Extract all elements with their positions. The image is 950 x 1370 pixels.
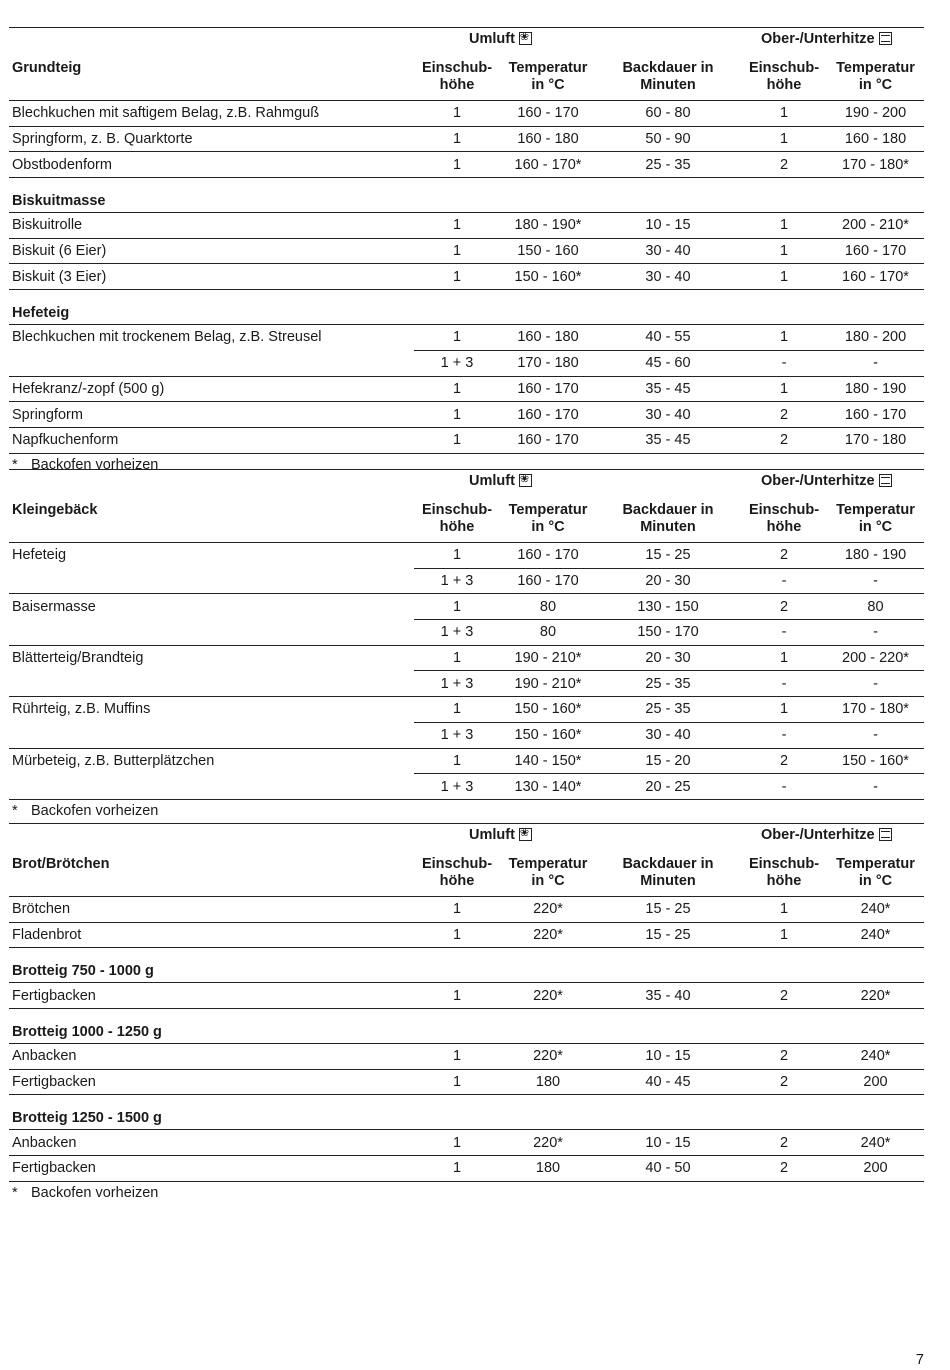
row-einschub: 1 bbox=[452, 329, 462, 346]
einschub-header-line2: höhe bbox=[439, 77, 475, 93]
row-temperatur-ou: - bbox=[873, 573, 878, 590]
row-einschub: 1 bbox=[452, 752, 462, 769]
row-temperatur: 160 - 170* bbox=[514, 156, 582, 173]
einschub-header-line1: Einschub- bbox=[421, 60, 493, 76]
row-einschub-ou: - bbox=[781, 624, 787, 641]
backdauer-header-line2: Minuten bbox=[640, 77, 696, 93]
row-name: Springform bbox=[12, 406, 83, 423]
row-backdauer: 35 - 40 bbox=[645, 987, 691, 1004]
table-row bbox=[9, 569, 924, 595]
row-temperatur-ou: 170 - 180* bbox=[842, 701, 909, 718]
einschub-header bbox=[414, 856, 500, 890]
row-temperatur-ou: - bbox=[873, 675, 878, 692]
row-backdauer: 40 - 45 bbox=[645, 1074, 691, 1091]
row-einschub-ou: 2 bbox=[779, 432, 789, 449]
row-einschub: 1 bbox=[452, 927, 462, 944]
einschub-header bbox=[414, 60, 500, 94]
row-einschub: 1 + 3 bbox=[440, 778, 474, 795]
row-name: Hefeteig bbox=[12, 547, 67, 564]
row-backdauer: 30 - 40 bbox=[645, 243, 691, 260]
temperatur-header bbox=[500, 856, 596, 890]
row-einschub: 1 bbox=[452, 1134, 462, 1151]
table-row bbox=[9, 101, 924, 127]
row-einschub-ou: 1 bbox=[779, 927, 789, 944]
row-einschub: 1 bbox=[452, 701, 462, 718]
row-name: Brötchen bbox=[12, 901, 71, 918]
row-einschub-ou: 2 bbox=[779, 1048, 789, 1065]
group-heading-label: Hefeteig bbox=[12, 305, 70, 322]
row-einschub-ou: 1 bbox=[779, 380, 789, 397]
row-name bbox=[12, 620, 412, 645]
row-einschub: 1 bbox=[452, 1160, 462, 1177]
backdauer-header-line1: Backdauer in bbox=[622, 60, 714, 76]
row-einschub: 1 + 3 bbox=[440, 727, 474, 744]
table-row bbox=[9, 897, 924, 923]
table-row bbox=[9, 671, 924, 697]
row-temperatur: 220* bbox=[533, 987, 563, 1004]
table-row bbox=[9, 402, 924, 428]
table-header-top bbox=[9, 823, 924, 846]
group-heading bbox=[9, 1009, 924, 1044]
table-row bbox=[9, 774, 924, 800]
einschub-header-ou-line2: höhe bbox=[766, 519, 802, 535]
row-einschub-ou: 2 bbox=[779, 406, 789, 423]
fan-icon bbox=[519, 32, 532, 45]
umluft-label: Umluft bbox=[469, 31, 515, 47]
row-backdauer: 150 - 170 bbox=[637, 624, 699, 641]
row-einschub: 1 bbox=[452, 1048, 462, 1065]
row-name: Springform, z. B. Quarktorte bbox=[12, 131, 193, 148]
row-name: Fertigbacken bbox=[12, 987, 96, 1004]
einschub-header-ou-line1: Einschub- bbox=[748, 60, 820, 76]
row-name: Blechkuchen mit trockenem Belag, z.B. Streusel bbox=[12, 329, 322, 346]
row-einschub-ou: 2 bbox=[779, 547, 789, 564]
footnote bbox=[9, 1182, 924, 1204]
table-kleingebaeck bbox=[9, 469, 924, 822]
row-backdauer: 25 - 35 bbox=[645, 701, 691, 718]
row-einschub: 1 bbox=[452, 105, 462, 122]
row-temperatur: 220* bbox=[533, 927, 563, 944]
row-einschub: 1 bbox=[452, 598, 462, 615]
table-row bbox=[9, 377, 924, 403]
row-temperatur-ou: 240* bbox=[860, 927, 891, 944]
row-backdauer: 20 - 25 bbox=[645, 778, 691, 795]
row-temperatur-ou: 200 bbox=[863, 1074, 888, 1091]
row-einschub: 1 + 3 bbox=[440, 675, 474, 692]
row-einschub-ou: 1 bbox=[779, 268, 789, 285]
row-temperatur-ou: 220* bbox=[860, 987, 891, 1004]
backdauer-header bbox=[609, 502, 727, 536]
row-einschub-ou: 2 bbox=[779, 1134, 789, 1151]
row-name: Anbacken bbox=[12, 1048, 77, 1065]
row-temperatur: 190 - 210* bbox=[514, 675, 582, 692]
row-temperatur-ou: 160 - 180 bbox=[844, 131, 907, 148]
temperatur-header-line1: Temperatur bbox=[508, 60, 588, 76]
footnote-text: Backofen vorheizen bbox=[31, 456, 159, 473]
row-einschub-ou: - bbox=[781, 727, 787, 744]
row-temperatur: 160 - 170 bbox=[517, 105, 579, 122]
table-header-columns bbox=[9, 492, 924, 543]
row-backdauer: 35 - 45 bbox=[645, 432, 691, 449]
top-bottom-heat-icon bbox=[879, 828, 892, 841]
row-einschub: 1 bbox=[452, 1074, 462, 1091]
table-row bbox=[9, 1156, 924, 1182]
einschub-header-line1: Einschub- bbox=[421, 502, 493, 518]
row-temperatur: 180 - 190* bbox=[514, 217, 582, 234]
row-temperatur: 150 - 160* bbox=[514, 727, 582, 744]
table-header-top bbox=[9, 27, 924, 50]
temperatur-header-ou-line2: in °C bbox=[858, 77, 893, 93]
row-backdauer: 45 - 60 bbox=[645, 355, 691, 372]
row-temperatur: 220* bbox=[533, 901, 563, 918]
temperatur-header-line2: in °C bbox=[531, 873, 565, 889]
row-backdauer: 15 - 25 bbox=[645, 901, 691, 918]
backdauer-header-line1: Backdauer in bbox=[622, 502, 714, 518]
einschub-header-line1: Einschub- bbox=[421, 856, 493, 872]
row-temperatur-ou: 200 - 220* bbox=[842, 650, 909, 667]
row-temperatur-ou: 150 - 160* bbox=[842, 752, 909, 769]
row-einschub-ou: 1 bbox=[779, 901, 789, 918]
table-header-columns bbox=[9, 846, 924, 897]
row-backdauer: 25 - 35 bbox=[645, 156, 691, 173]
top-bottom-heat-icon bbox=[879, 32, 892, 45]
row-temperatur-ou: 190 - 200 bbox=[844, 105, 907, 122]
row-name: Rührteig, z.B. Muffins bbox=[12, 701, 151, 718]
group-heading-label: Brotteig 750 - 1000 g bbox=[12, 963, 154, 980]
table-row bbox=[9, 646, 924, 672]
row-einschub: 1 bbox=[452, 380, 462, 397]
temperatur-header-line2: in °C bbox=[531, 77, 565, 93]
footnote-star: * bbox=[12, 802, 18, 819]
row-einschub-ou: - bbox=[781, 355, 787, 372]
row-einschub-ou: 2 bbox=[779, 1074, 789, 1091]
row-einschub-ou: 2 bbox=[779, 1160, 789, 1177]
row-einschub-ou: 1 bbox=[779, 701, 789, 718]
row-name: Blechkuchen mit saftigem Belag, z.B. Rahmguß bbox=[12, 105, 320, 122]
top-bottom-heat-icon bbox=[879, 474, 892, 487]
row-backdauer: 25 - 35 bbox=[645, 675, 691, 692]
umluft-header bbox=[469, 31, 532, 47]
group-heading-label: Brotteig 1000 - 1250 g bbox=[12, 1024, 162, 1041]
footnote-star: * bbox=[12, 456, 18, 473]
row-name: Blätterteig/Brandteig bbox=[12, 650, 144, 667]
table-row bbox=[9, 1070, 924, 1096]
footnote-text: Backofen vorheizen bbox=[31, 802, 159, 819]
row-einschub: 1 + 3 bbox=[440, 624, 474, 641]
temperatur-header-ou bbox=[829, 856, 922, 890]
group-heading bbox=[9, 948, 924, 983]
row-temperatur-ou: - bbox=[873, 727, 878, 744]
row-name: Biskuit (6 Eier) bbox=[12, 243, 107, 260]
einschub-header-ou bbox=[742, 856, 826, 890]
row-name: Napfkuchenform bbox=[12, 432, 119, 449]
table-row bbox=[9, 983, 924, 1009]
temperatur-header-ou bbox=[829, 60, 922, 94]
fan-icon bbox=[519, 828, 532, 841]
row-einschub-ou: - bbox=[781, 573, 787, 590]
temperatur-header-ou bbox=[829, 502, 922, 536]
table-row bbox=[9, 723, 924, 749]
einschub-header-ou bbox=[742, 60, 826, 94]
row-temperatur: 160 - 170 bbox=[517, 547, 579, 564]
fan-icon bbox=[519, 474, 532, 487]
row-temperatur-ou: 160 - 170 bbox=[844, 406, 907, 423]
row-name: Hefekranz/-zopf (500 g) bbox=[12, 380, 165, 397]
row-name bbox=[12, 671, 412, 696]
ober-unterhitze-label: Ober-/Unterhitze bbox=[761, 31, 875, 47]
row-temperatur-ou: - bbox=[873, 778, 878, 795]
row-einschub-ou: 1 bbox=[779, 105, 789, 122]
einschub-header-ou-line2: höhe bbox=[766, 873, 802, 889]
ober-unterhitze-header bbox=[761, 473, 892, 489]
row-backdauer: 15 - 25 bbox=[645, 927, 691, 944]
row-name: Baisermasse bbox=[12, 598, 96, 615]
temperatur-header-ou-line1: Temperatur bbox=[836, 60, 915, 76]
row-backdauer: 15 - 20 bbox=[645, 752, 691, 769]
row-backdauer: 20 - 30 bbox=[645, 650, 691, 667]
table-row bbox=[9, 923, 924, 949]
group-heading-label: Biskuitmasse bbox=[12, 193, 106, 210]
group-heading bbox=[9, 290, 924, 325]
row-temperatur-ou: 160 - 170* bbox=[842, 268, 909, 285]
table-brot bbox=[9, 823, 924, 1204]
group-heading-label: Brotteig 1250 - 1500 g bbox=[12, 1110, 162, 1127]
row-temperatur: 170 - 180 bbox=[517, 355, 579, 372]
row-temperatur: 150 - 160 bbox=[517, 243, 579, 260]
row-temperatur: 160 - 170 bbox=[517, 406, 579, 423]
row-temperatur: 180 bbox=[535, 1074, 561, 1091]
row-einschub-ou: 1 bbox=[779, 243, 789, 260]
row-einschub: 1 bbox=[452, 131, 462, 148]
temperatur-header bbox=[500, 60, 596, 94]
temperatur-header-line2: in °C bbox=[531, 519, 565, 535]
row-temperatur-ou: 200 - 210* bbox=[842, 217, 909, 234]
row-einschub-ou: 1 bbox=[779, 650, 789, 667]
row-temperatur-ou: 240* bbox=[860, 901, 891, 918]
table-row bbox=[9, 264, 924, 290]
row-name: Biskuit (3 Eier) bbox=[12, 268, 107, 285]
row-name: Fertigbacken bbox=[12, 1074, 96, 1091]
row-backdauer: 10 - 15 bbox=[645, 1134, 691, 1151]
row-backdauer: 10 - 15 bbox=[645, 1048, 691, 1065]
footnote-star: * bbox=[12, 1184, 18, 1201]
row-einschub: 1 bbox=[452, 901, 462, 918]
table-row bbox=[9, 543, 924, 569]
row-temperatur: 190 - 210* bbox=[514, 650, 582, 667]
backdauer-header bbox=[609, 856, 727, 890]
einschub-header-line2: höhe bbox=[439, 873, 475, 889]
row-temperatur: 130 - 140* bbox=[514, 778, 582, 795]
row-backdauer: 30 - 40 bbox=[645, 406, 691, 423]
row-backdauer: 30 - 40 bbox=[645, 268, 691, 285]
row-einschub-ou: 1 bbox=[779, 131, 789, 148]
table-row bbox=[9, 325, 924, 351]
row-temperatur-ou: 160 - 170 bbox=[844, 243, 907, 260]
row-backdauer: 50 - 90 bbox=[645, 131, 691, 148]
umluft-header bbox=[469, 827, 532, 843]
row-einschub: 1 + 3 bbox=[440, 355, 474, 372]
row-backdauer: 40 - 50 bbox=[645, 1160, 691, 1177]
row-temperatur: 180 bbox=[535, 1160, 561, 1177]
row-temperatur-ou: 180 - 200 bbox=[844, 329, 907, 346]
temperatur-header-line1: Temperatur bbox=[508, 856, 588, 872]
ober-unterhitze-label: Ober-/Unterhitze bbox=[761, 827, 875, 843]
temperatur-header-line1: Temperatur bbox=[508, 502, 588, 518]
row-backdauer: 15 - 25 bbox=[645, 547, 691, 564]
row-einschub: 1 bbox=[452, 406, 462, 423]
row-temperatur: 160 - 180 bbox=[517, 329, 579, 346]
temperatur-header-ou-line2: in °C bbox=[858, 873, 893, 889]
row-temperatur-ou: - bbox=[873, 355, 878, 372]
ober-unterhitze-header bbox=[761, 31, 892, 47]
backdauer-header-line2: Minuten bbox=[640, 519, 696, 535]
row-name bbox=[12, 723, 412, 748]
row-einschub-ou: - bbox=[781, 778, 787, 795]
row-temperatur-ou: 200 bbox=[863, 1160, 888, 1177]
table-row bbox=[9, 127, 924, 153]
row-temperatur: 80 bbox=[539, 598, 557, 615]
temperatur-header-ou-line1: Temperatur bbox=[836, 856, 915, 872]
row-name bbox=[12, 569, 412, 594]
row-einschub-ou: 2 bbox=[779, 752, 789, 769]
ober-unterhitze-header bbox=[761, 827, 892, 843]
row-temperatur-ou: 240* bbox=[860, 1134, 891, 1151]
page-number: 7 bbox=[915, 1352, 924, 1368]
row-einschub-ou: 2 bbox=[779, 598, 789, 615]
row-temperatur: 160 - 170 bbox=[517, 573, 579, 590]
table-header-top bbox=[9, 469, 924, 492]
einschub-header-ou-line2: höhe bbox=[766, 77, 802, 93]
table-row bbox=[9, 152, 924, 178]
row-temperatur-ou: 80 bbox=[867, 598, 884, 615]
table-row bbox=[9, 213, 924, 239]
table-header-columns bbox=[9, 50, 924, 101]
einschub-header-ou-line1: Einschub- bbox=[748, 502, 820, 518]
table-row bbox=[9, 620, 924, 646]
row-temperatur: 140 - 150* bbox=[514, 752, 582, 769]
row-einschub: 1 bbox=[452, 547, 462, 564]
row-name: Biskuitrolle bbox=[12, 217, 83, 234]
einschub-header-ou-line1: Einschub- bbox=[748, 856, 820, 872]
row-temperatur: 80 bbox=[539, 624, 557, 641]
row-temperatur-ou: 240* bbox=[860, 1048, 891, 1065]
table-row bbox=[9, 428, 924, 454]
row-einschub-ou: 1 bbox=[779, 217, 789, 234]
row-name bbox=[12, 774, 412, 799]
row-backdauer: 10 - 15 bbox=[645, 217, 691, 234]
row-name: Anbacken bbox=[12, 1134, 77, 1151]
backdauer-header bbox=[609, 60, 727, 94]
row-einschub: 1 bbox=[452, 268, 462, 285]
row-temperatur: 160 - 170 bbox=[517, 432, 579, 449]
row-backdauer: 35 - 45 bbox=[645, 380, 691, 397]
row-temperatur: 150 - 160* bbox=[514, 268, 582, 285]
group-heading bbox=[9, 1095, 924, 1130]
backdauer-header-line1: Backdauer in bbox=[622, 856, 714, 872]
row-temperatur-ou: 170 - 180 bbox=[844, 432, 907, 449]
row-einschub-ou: 1 bbox=[779, 329, 789, 346]
einschub-header-ou bbox=[742, 502, 826, 536]
row-temperatur-ou: 170 - 180* bbox=[842, 156, 909, 173]
table-row bbox=[9, 749, 924, 775]
row-einschub: 1 bbox=[452, 432, 462, 449]
row-einschub: 1 + 3 bbox=[440, 573, 474, 590]
footnote-text: Backofen vorheizen bbox=[31, 1184, 159, 1201]
row-backdauer: 30 - 40 bbox=[645, 727, 691, 744]
table-grundteig bbox=[9, 27, 924, 476]
row-einschub: 1 bbox=[452, 217, 462, 234]
table-title: Grundteig bbox=[12, 60, 82, 76]
table-row bbox=[9, 239, 924, 265]
row-backdauer: 20 - 30 bbox=[645, 573, 691, 590]
row-name bbox=[12, 351, 412, 376]
row-einschub: 1 bbox=[452, 650, 462, 667]
row-temperatur: 160 - 170 bbox=[517, 380, 579, 397]
row-temperatur: 220* bbox=[533, 1134, 563, 1151]
temperatur-header-ou-line1: Temperatur bbox=[836, 502, 915, 518]
group-heading bbox=[9, 178, 924, 213]
row-name: Obstbodenform bbox=[12, 156, 112, 173]
row-name: Fertigbacken bbox=[12, 1160, 96, 1177]
ober-unterhitze-label: Ober-/Unterhitze bbox=[761, 473, 875, 489]
row-temperatur: 150 - 160* bbox=[514, 701, 582, 718]
row-einschub: 1 bbox=[452, 243, 462, 260]
row-backdauer: 60 - 80 bbox=[645, 105, 691, 122]
row-name: Fladenbrot bbox=[12, 927, 82, 944]
row-temperatur-ou: 180 - 190 bbox=[844, 547, 907, 564]
umluft-label: Umluft bbox=[469, 473, 515, 489]
table-row bbox=[9, 594, 924, 620]
row-name: Mürbeteig, z.B. Butterplätzchen bbox=[12, 752, 215, 769]
temperatur-header-ou-line2: in °C bbox=[858, 519, 893, 535]
table-title: Kleingebäck bbox=[12, 502, 98, 518]
umluft-label: Umluft bbox=[469, 827, 515, 843]
table-row bbox=[9, 1130, 924, 1156]
row-temperatur: 220* bbox=[533, 1048, 563, 1065]
table-row bbox=[9, 1044, 924, 1070]
row-einschub-ou: - bbox=[781, 675, 787, 692]
table-row bbox=[9, 697, 924, 723]
row-temperatur-ou: 180 - 190 bbox=[844, 380, 907, 397]
einschub-header bbox=[414, 502, 500, 536]
row-einschub: 1 bbox=[452, 156, 462, 173]
temperatur-header bbox=[500, 502, 596, 536]
umluft-header bbox=[469, 473, 532, 489]
footnote bbox=[9, 800, 924, 822]
row-backdauer: 40 - 55 bbox=[645, 329, 691, 346]
row-einschub-ou: 2 bbox=[779, 987, 789, 1004]
row-temperatur: 160 - 180 bbox=[517, 131, 579, 148]
row-einschub: 1 bbox=[452, 987, 462, 1004]
table-row bbox=[9, 351, 924, 377]
row-temperatur-ou: - bbox=[873, 624, 878, 641]
row-einschub-ou: 2 bbox=[779, 156, 789, 173]
einschub-header-line2: höhe bbox=[439, 519, 475, 535]
row-backdauer: 130 - 150 bbox=[637, 598, 699, 615]
backdauer-header-line2: Minuten bbox=[640, 873, 696, 889]
table-title: Brot/Brötchen bbox=[12, 856, 110, 872]
